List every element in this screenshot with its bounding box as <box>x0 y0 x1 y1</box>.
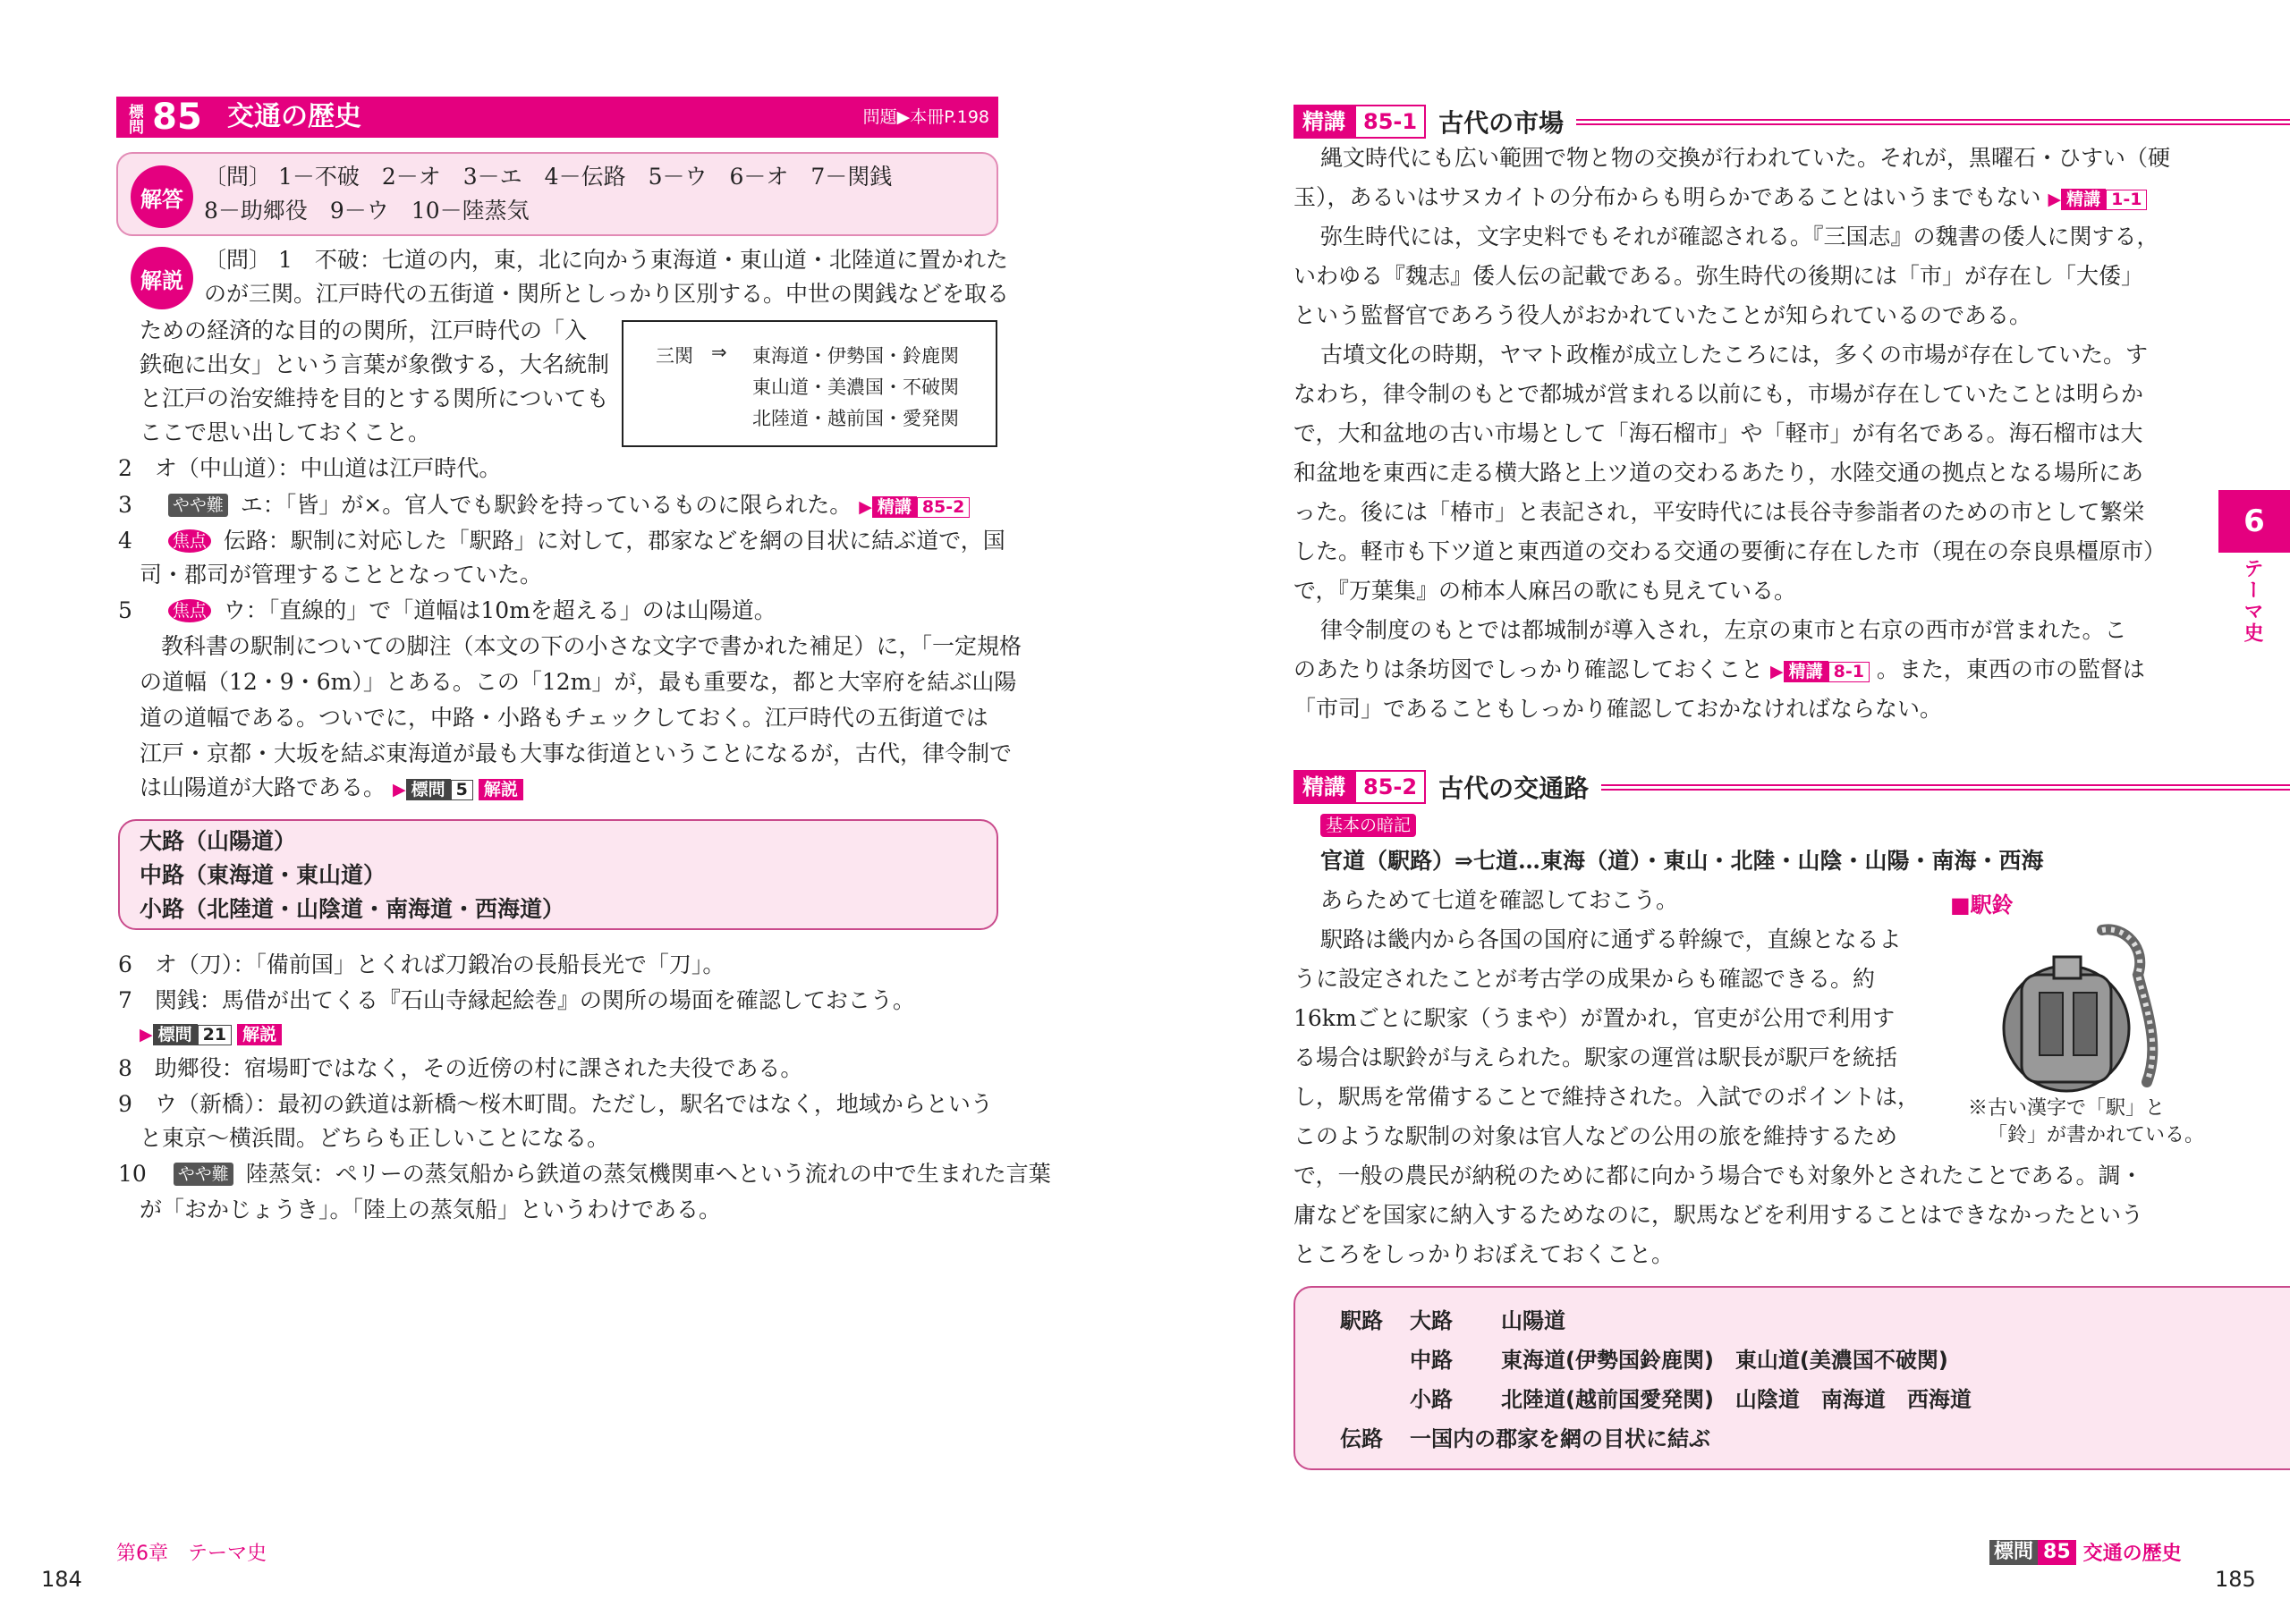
sec2-line-2: 駅路は畿内から各国の国府に通ずる幹線で，直線となるよ <box>1320 926 1902 952</box>
yayanan-tag: やや難 <box>168 494 228 517</box>
ekirei-caption-1: ※古い漢字で「駅」と <box>1968 1097 2166 1120</box>
left-page-number: 184 <box>41 1567 82 1592</box>
ref-hyomon-5[interactable]: ▶ 標問 5 解説 <box>393 780 523 799</box>
sec2-line-4: 16kmごとに駅家（うまや）が置かれ，官吏が公用で利用す <box>1293 1005 1896 1031</box>
q5-line-f: 江戸・京都・大坂を結ぶ東海道が最も大事な街道ということになるが，古代，律令制で <box>140 740 1013 766</box>
summary-dairo: 大路 <box>1410 1308 1453 1333</box>
page-reference: 問題▶本冊P.198 <box>862 107 989 127</box>
sec1-line-9: 和盆地を東西に走る横大路と上ツ道の交わるあたり，水陸交通の拠点となる場所にあ <box>1293 460 2144 486</box>
problem-number: 85 <box>143 97 211 138</box>
q1-line-f: ここで思い出しておくこと。 <box>140 419 431 445</box>
summary-shoro-val: 北陸道(越前国愛発関) 山陰道 南海道 西海道 <box>1501 1387 1972 1412</box>
q10-line <box>118 1161 1051 1188</box>
sec1-line-4: いわゆる『魏志』倭人伝の記載である。弥生時代の後期には「市」が存在し「大倭」 <box>1293 263 2144 289</box>
footer-num: 85 <box>2038 1540 2076 1565</box>
sankan-arrow: ⇒ <box>711 342 727 363</box>
sec1-line-14: のあたりは条坊図でしっかり確認しておくこと <box>1293 656 1764 682</box>
footer-badge: 標問 <box>1989 1540 2038 1565</box>
sec1-line-15: 「市司」であることもしっかり確認しておかなければならない。 <box>1293 696 1943 722</box>
q6-line: 6 オ（刀）：「備前国」とくれば刀鍛冶の長船長光で「刀」。 <box>118 952 725 977</box>
summary-dairo-val: 山陽道 <box>1501 1308 1565 1333</box>
q5-line-g: は山陽道が大路である。 <box>140 774 386 800</box>
q2-line: 2 オ（中山道）：中山道は江戸時代。 <box>118 455 502 481</box>
sec1-line-14-wrap <box>1293 656 2145 685</box>
hyomon-label: 標問 <box>116 97 143 138</box>
summary-denro-val: 一国内の郡家を網の目状に結ぶ <box>1410 1426 1710 1451</box>
seiko-badge-1: 精講 <box>1293 105 1354 139</box>
problem-title: 交通の歴史 <box>227 101 361 132</box>
sec1-line-5: という監督官であろう役人がおかれていたことが知られているのである。 <box>1293 302 2032 328</box>
section-title-2: 古代の交通路 <box>1438 774 1590 803</box>
ekirei-illustration <box>1968 921 2183 1100</box>
summary-ekiro: 駅路 <box>1340 1308 1383 1333</box>
sec1-line-7: なわち，律令制のもとで都城が営まれる以前にも，市場が存在していたことは明らか <box>1293 381 2144 407</box>
right-page <box>1145 0 2290 1624</box>
q5-line-d: の道幅（12・9・6m）」とある。この「12m」が，最も重要な，都と大宰府を結ぶ山陽 <box>140 669 1017 695</box>
sec1-line-1: 縄文時代にも広い範囲で物と物の交換が行われていた。それが，黒曜石・ひすい（硬 <box>1320 145 2171 171</box>
kihon-tag: 基本の暗記 <box>1320 814 1416 837</box>
sec1-line-10: った。後には「椿市」と表記され，平安時代には長谷寺参詣者のための市として繁栄 <box>1293 499 2145 525</box>
sec1-line-2-wrap <box>1293 184 2147 213</box>
q4-line <box>118 528 1005 554</box>
q4-line-c: 司・郡司が管理することとなっていた。 <box>140 562 543 588</box>
ref-hyomon-21-wrap <box>140 1019 282 1048</box>
q10-number: 10 <box>118 1161 147 1187</box>
sec2-line-9: 庸などを国家に納入するためなのに，駅馬などを利用することはできなかったという <box>1293 1202 2144 1228</box>
answer-badge: 解答 <box>131 165 193 228</box>
q1-line-d: 鉄砲に出女」という言葉が象徴する，大名統制 <box>140 351 610 377</box>
explanation-badge: 解説 <box>131 247 193 309</box>
sankan-label: 三関 <box>656 345 693 367</box>
sec2-line-6: し，駅馬を常備することで維持された。入試でのポイントは， <box>1293 1084 1921 1110</box>
ekirei-label: ■駅鈴 <box>1950 892 2014 918</box>
sec1-line-13: 律令制度のもとでは都城制が導入され，左京の東市と右京の西市が営まれた。こ <box>1320 617 2127 643</box>
q5-line <box>118 597 776 624</box>
sec1-line-2: 玉），あるいはサヌカイトの分布からも明らかであることはいうまでもない <box>1293 184 2041 210</box>
section-85-2-header <box>1293 769 2290 805</box>
kihon-line: 官道（駅路）⇒七道…東海（道）・東山・北陸・山陰・山陽・南海・西海 <box>1320 848 2044 874</box>
q3-line <box>118 492 970 520</box>
sec2-line-1: あらためて七道を確認しておこう。 <box>1320 887 1679 913</box>
q4-text: 伝路：駅制に対応した「駅路」に対して，郡家などを網の目状に結ぶ道で，国 <box>223 528 1005 554</box>
sec1-line-8: で，大和盆地の古い市場として「海石榴市」や「軽市」が有名である。海石榴市は大 <box>1293 420 2143 446</box>
q3-text: エ：「皆」が×。官人でも駅鈴を持っているものに限られた。 <box>240 492 852 518</box>
ref-seiko-8-1[interactable]: ▶ 精講 8-1 <box>1770 662 1870 681</box>
road-rank-3: 小路（北陸道・山陰道・南海道・西海道） <box>140 896 565 922</box>
ref-seiko-1-1[interactable]: ▶ 精講 1-1 <box>2048 190 2147 209</box>
q9-line-a: 9 ウ（新橋）：最初の鉄道は新橋～桜木町間。ただし，駅名ではなく，地域からという <box>118 1091 993 1117</box>
answer-line-2: 8－助郷役 9－ウ 10－陸蒸気 <box>204 198 530 224</box>
sec2-line-8: で，一般の農民が納税のために都に向かう場合でも対象外とされたことである。調・ <box>1293 1163 2143 1188</box>
sec1-line-12: で，『万葉集』の柿本人麻呂の歌にも見えている。 <box>1293 578 1797 604</box>
q3-number: 3 <box>118 492 132 518</box>
yayanan-tag-q10: やや難 <box>174 1163 233 1186</box>
sankan-row-2: 東山道・美濃国・不破関 <box>752 376 959 398</box>
sankan-row-3: 北陸道・越前国・愛発関 <box>752 408 959 429</box>
q9-line-b: と東京～横浜間。どちらも正しいことになる。 <box>140 1125 610 1151</box>
shoten-tag-q5: 焦点 <box>168 599 211 622</box>
problem-header <box>116 97 998 138</box>
q10-text: 陸蒸気：ペリーの蒸気船から鉄道の蒸気機関車へという流れの中で生まれた言葉 <box>245 1161 1051 1187</box>
q1-line-b: のが三関。江戸時代の五街道・関所としっかり区別する。中世の関銭などを取る <box>204 281 1010 307</box>
ekirei-caption-2: 「鈴」が書かれている。 <box>1988 1124 2205 1146</box>
summary-denro: 伝路 <box>1340 1426 1383 1451</box>
q8-line: 8 助郷役：宿場町ではなく，その近傍の村に課された夫役である。 <box>118 1055 803 1081</box>
summary-churo-val: 東海道(伊勢国鈴鹿関) 東山道(美濃国不破関) <box>1501 1348 1948 1373</box>
road-rank-1: 大路（山陽道） <box>140 828 297 854</box>
section-title-1: 古代の市場 <box>1438 108 1565 138</box>
sec1-line-14-after: 。また，東西の市の監督は <box>1876 656 2145 682</box>
q5-line-g-wrap <box>140 774 523 803</box>
ref-hyomon-21[interactable]: ▶ 標問 21 解説 <box>140 1025 282 1045</box>
sec2-line-7: このような駅制の対象は官人などの公用の旅を維持するため <box>1293 1123 1898 1149</box>
ref-seiko-85-2[interactable]: ▶ 精講 85-2 <box>859 497 970 517</box>
summary-shoro: 小路 <box>1410 1387 1453 1412</box>
chapter-side-label: テーマ史 <box>2241 558 2263 644</box>
q1-line-c: ための経済的な目的の関所，江戸時代の「入 <box>140 317 588 343</box>
sec1-line-6: 古墳文化の時期，ヤマト政権が成立したころには，多くの市場が存在していた。す <box>1320 342 2149 368</box>
q5-text: ウ：「直線的」で「道幅は10mを超える」のは山陽道。 <box>223 597 776 623</box>
q5-line-e: 道の道幅である。ついでに，中路・小路もチェックしておく。江戸時代の五街道では <box>140 705 988 731</box>
right-footer <box>1989 1538 2182 1566</box>
sec1-line-3: 弥生時代には，文字史料でもそれが確認される。『三国志』の魏書の倭人に関する， <box>1320 224 2159 250</box>
section-number-2: 85-2 <box>1354 770 1426 804</box>
answer-line-1: 〔問〕 1－不破 2－オ 3－エ 4－伝路 5－ウ 6－オ 7－関銭 <box>204 164 893 190</box>
q7-line: 7 関銭：馬借が出てくる『石山寺縁起絵巻』の関所の場面を確認しておこう。 <box>118 987 915 1013</box>
sec2-line-3: うに設定されたことが考古学の成果からも確認できる。約 <box>1293 966 1876 992</box>
section-number-1: 85-1 <box>1354 105 1426 139</box>
shoten-tag-q4: 焦点 <box>168 529 211 553</box>
q4-number: 4 <box>118 528 132 554</box>
summary-churo: 中路 <box>1410 1348 1453 1373</box>
sec2-line-5: る場合は駅鈴が与えられた。駅家の運営は駅長が駅戸を統括 <box>1293 1045 1898 1070</box>
sec2-line-10: ところをしっかりおぼえておくこと。 <box>1293 1241 1675 1267</box>
section-85-1-header <box>1293 104 2290 140</box>
q1-line-a: 〔問〕 1 不破：七道の内，東，北に向かう東海道・東山道・北陸道に置かれた <box>204 247 1008 273</box>
sankan-row-1: 東海道・伊勢国・鈴鹿関 <box>752 345 959 367</box>
q5-line-c: 教科書の駅制についての脚注（本文の下の小さな文字で書かれた補足）に，「一定規格 <box>161 633 1022 659</box>
seiko-badge-2: 精講 <box>1293 770 1354 804</box>
road-rank-2: 中路（東海道・東山道） <box>140 862 386 888</box>
left-footer-chapter: 第6章 テーマ史 <box>116 1543 267 1565</box>
q10-line-c: が「おかじょうき」。「陸上の蒸気船」というわけである。 <box>140 1197 722 1222</box>
sankan-box <box>622 320 997 447</box>
q5-number: 5 <box>118 597 132 623</box>
sec1-line-11: した。軽市も下ツ道と東西道の交わる交通の要衝に存在した市（現在の奈良県橿原市） <box>1293 538 2167 564</box>
footer-title: 交通の歴史 <box>2082 1543 2182 1565</box>
q1-line-e: と江戸の治安維持を目的とする関所についても <box>140 385 609 411</box>
chapter-side-tab[interactable]: 6 <box>2218 490 2290 553</box>
right-page-number: 185 <box>2215 1567 2256 1592</box>
